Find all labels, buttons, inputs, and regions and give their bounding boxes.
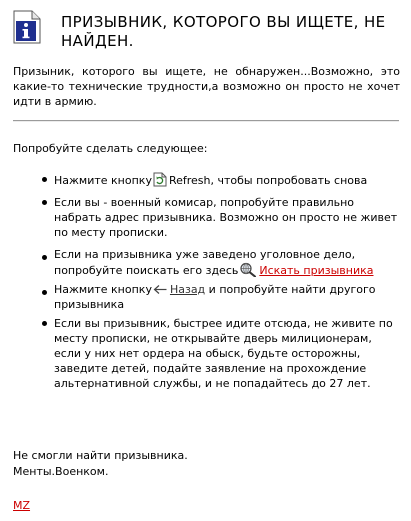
intro-text: Призыник, которого вы ищете, не обнаружен...Возможно, это какие-то технические трудности,а возможно он просто не хочет идти в армию. xyxy=(13,65,400,108)
tip-conscript: Если вы призывник, быстрее идите отсюда, не живите по месту прописки, не открывайте дверь милиционерам, если у них нет ордера на обыск, будьте осторожны, заведите детей, подайте заявление на прохождение альтернативной службы, и не попадайтесь до 27 лет. xyxy=(39,316,399,391)
footer-line-2: Менты.Военком. xyxy=(13,465,109,478)
search-globe-icon[interactable] xyxy=(239,262,257,277)
tip-back-after: и попробуйте найти другого призывника xyxy=(54,283,376,311)
mz-line xyxy=(13,498,30,513)
tip-refresh xyxy=(39,172,399,188)
tip-back xyxy=(39,282,399,312)
mz-link[interactable]: MZ xyxy=(13,499,31,512)
tip-criminal xyxy=(39,247,399,278)
search-conscript-link[interactable]: Искать призывника xyxy=(259,264,374,277)
footer-text xyxy=(13,448,188,480)
tip-back-before: Нажмите кнопку xyxy=(54,283,152,296)
tip-refresh-before: Нажмите кнопку xyxy=(54,174,152,187)
refresh-page-icon[interactable] xyxy=(153,172,167,187)
footer-line-1: Не смогли найти призывника. xyxy=(13,449,188,462)
divider xyxy=(13,120,399,122)
page-header xyxy=(13,10,403,58)
page-title: ПРИЗЫВНИК, КОТОРОГО ВЫ ИЩЕТЕ, НЕ НАЙДЕН. xyxy=(61,13,386,50)
tip-refresh-after: Refresh, чтобы попробовать снова xyxy=(168,174,368,187)
tip-military: Если вы - военный комисар, попробуйте правильно набрать адрес призывника. Возможно он просто не живет по месту прописки. xyxy=(39,195,399,240)
back-link[interactable]: Назад xyxy=(169,283,206,296)
tip-criminal-before: Если на призывника уже заведено уголовное дело, попробуйте поискать его здесь xyxy=(54,248,356,277)
suggestions-heading: Попробуйте сделать следующее: xyxy=(13,142,208,155)
back-arrow-icon[interactable] xyxy=(153,284,168,296)
suggestions-list xyxy=(39,172,399,391)
info-icon xyxy=(13,10,41,44)
